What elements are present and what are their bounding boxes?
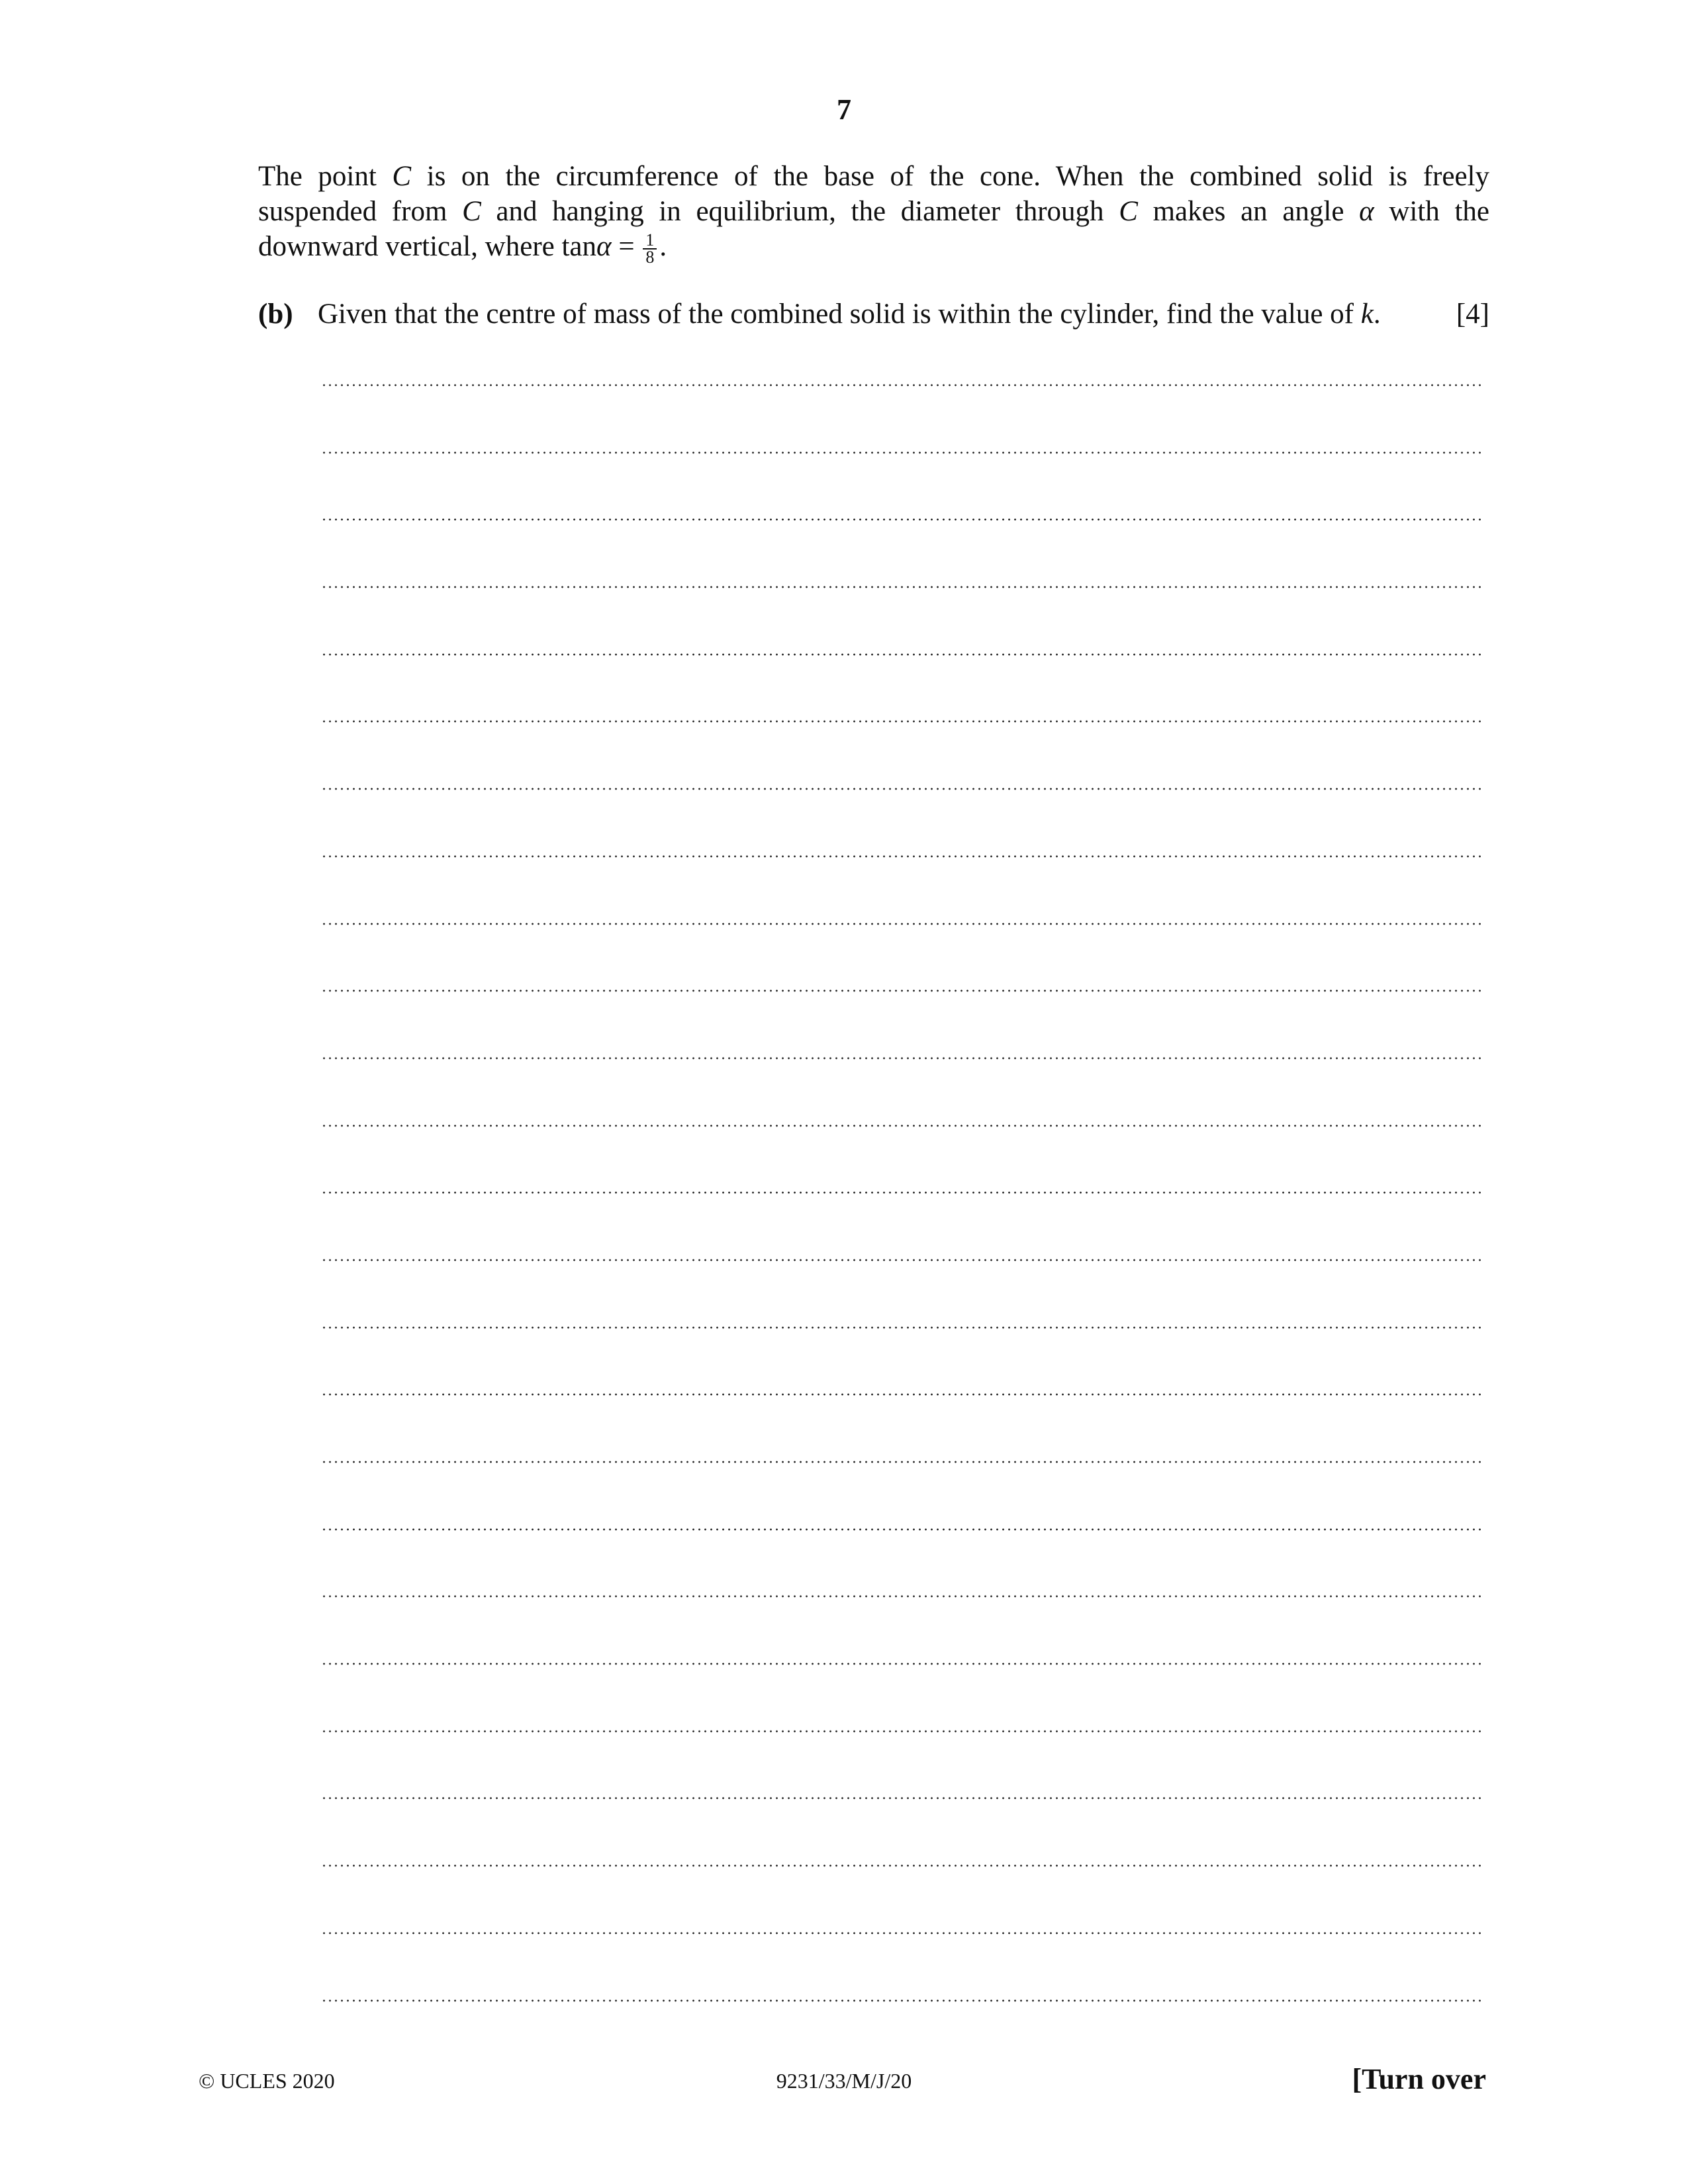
fraction-numerator: 1 xyxy=(643,232,657,250)
intro-text: is on the circumference of the base of the cone. When the combined solid is freely xyxy=(411,161,1489,192)
k-variable: k xyxy=(1360,298,1374,330)
answer-line[interactable] xyxy=(321,720,1483,788)
answer-line[interactable] xyxy=(321,1797,1483,1864)
answer-area[interactable] xyxy=(321,384,1483,2066)
answer-line[interactable] xyxy=(321,1461,1483,1528)
answer-line[interactable] xyxy=(321,1057,1483,1124)
page-number: 7 xyxy=(837,93,851,126)
answer-line[interactable] xyxy=(321,1326,1483,1394)
paper-code: 9231/33/M/J/20 xyxy=(776,2069,912,2093)
intro-text: downward vertical, where tan xyxy=(258,231,597,262)
question-marks: [4] xyxy=(1456,298,1489,330)
intro-line-2 xyxy=(258,194,1489,229)
answer-line[interactable] xyxy=(321,653,1483,721)
fraction-one-eighth xyxy=(643,232,657,265)
intro-text: . xyxy=(659,231,667,262)
intro-line-1 xyxy=(258,159,1489,194)
point-c-variable: C xyxy=(462,196,481,227)
answer-line[interactable] xyxy=(321,788,1483,855)
intro-paragraph xyxy=(258,159,1489,265)
turn-over: [Turn over xyxy=(1352,2063,1486,2095)
answer-line[interactable] xyxy=(321,1124,1483,1192)
answer-line[interactable] xyxy=(321,1259,1483,1326)
answer-line[interactable] xyxy=(321,1730,1483,1797)
copyright: © UCLES 2020 xyxy=(199,2069,335,2093)
answer-line[interactable] xyxy=(321,586,1483,653)
answer-line[interactable] xyxy=(321,1932,1483,1999)
answer-line[interactable] xyxy=(321,1393,1483,1461)
alpha-symbol: α xyxy=(596,231,612,262)
answer-line[interactable] xyxy=(321,989,1483,1057)
answer-line[interactable] xyxy=(321,855,1483,923)
intro-text: makes an angle xyxy=(1137,196,1360,227)
intro-text: with the xyxy=(1374,196,1489,227)
answer-line[interactable] xyxy=(321,1595,1483,1662)
answer-line[interactable] xyxy=(321,1999,1483,2067)
answer-line[interactable] xyxy=(321,1662,1483,1730)
answer-line[interactable] xyxy=(321,1864,1483,1932)
point-c-variable: C xyxy=(1119,196,1138,227)
question-b xyxy=(258,296,1489,332)
answer-line[interactable] xyxy=(321,1528,1483,1596)
question-text-end: . xyxy=(1373,298,1381,330)
equals-sign: = xyxy=(611,231,642,262)
intro-text: The point xyxy=(258,161,393,192)
point-c-variable: C xyxy=(392,161,412,192)
answer-line[interactable] xyxy=(321,451,1483,519)
intro-line-3 xyxy=(258,229,1489,265)
question-label: (b) xyxy=(258,298,293,330)
question-text: Given that the centre of mass of the combined solid is within the cylinder, find the value of xyxy=(318,298,1361,330)
answer-line[interactable] xyxy=(321,384,1483,451)
fraction-denominator: 8 xyxy=(645,248,655,267)
intro-text: and hanging in equilibrium, the diameter through xyxy=(481,196,1119,227)
alpha-symbol: α xyxy=(1359,196,1374,227)
answer-line[interactable] xyxy=(321,923,1483,990)
answer-line[interactable] xyxy=(321,1191,1483,1259)
intro-text: suspended from xyxy=(258,196,463,227)
answer-line[interactable] xyxy=(321,518,1483,586)
